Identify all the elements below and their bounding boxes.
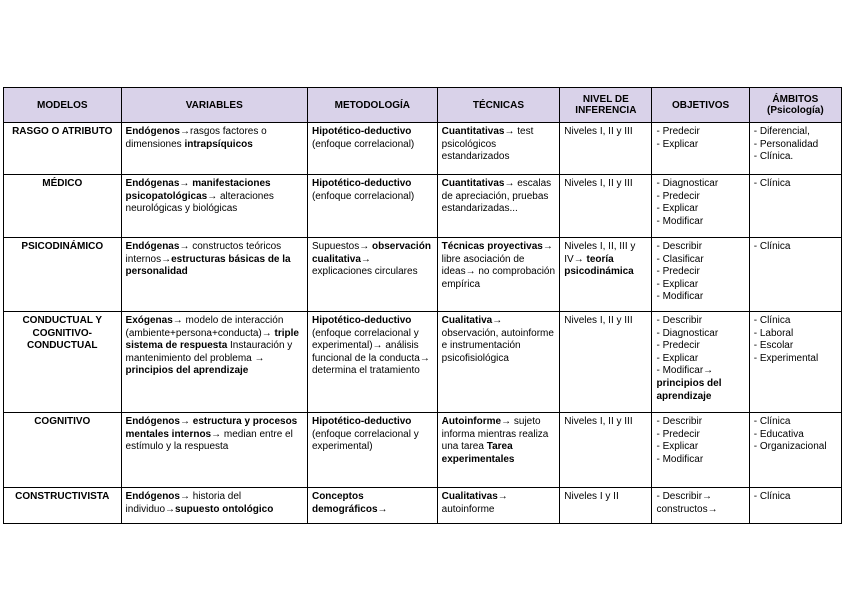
ambitos-cell-item: - Educativa: [753, 428, 804, 440]
model-name: RASGO O ATRIBUTO: [4, 123, 122, 175]
tecnicas-cell-text: → autoinforme: [441, 491, 508, 515]
header-metodologia: METODOLOGÍA: [307, 88, 437, 123]
metodologia-cell-text: Supuestos→: [311, 241, 373, 252]
objetivos-cell-item: - Predecir: [656, 266, 700, 278]
objetivos-cell: [652, 175, 749, 238]
header-ambitos: ÁMBITOS (Psicología): [749, 88, 841, 123]
variables-cell-text: → modelo de interacción (ambiente+persona+conducta)→: [125, 315, 284, 339]
ambitos-cell: [749, 488, 841, 524]
metodologia-cell: [307, 413, 437, 488]
objetivos-cell-item: - Modificar: [656, 215, 704, 227]
objetivos-cell-item: - Predecir: [656, 126, 700, 137]
tecnicas-cell-text: Cuantitativas: [441, 178, 505, 189]
ambitos-cell-item: - Organizacional: [753, 441, 827, 453]
model-name: CONDUCTUAL Y COGNITIVO-CONDUCTUAL: [4, 312, 122, 413]
ambitos-cell-item: - Personalidad: [753, 138, 819, 150]
variables-cell-text: Instauración y mantenimiento del problema →: [125, 340, 293, 364]
objetivos-cell-item: - Diagnosticar: [656, 178, 719, 189]
ambitos-cell-item: - Clínica.: [753, 151, 794, 163]
nivel-cell: [560, 175, 652, 238]
nivel-cell-text: Niveles I, II y III: [564, 126, 633, 137]
objetivos-cell-item: - Modificar: [656, 291, 704, 303]
tecnicas-cell: [437, 312, 560, 413]
tecnicas-cell-text: Técnicas proyectivas: [441, 241, 543, 252]
table-row: [4, 123, 842, 175]
variables-cell-text: →rasgos factores o dimensiones: [125, 126, 267, 150]
objetivos-cell-item: - Describir: [656, 315, 703, 326]
objetivos-cell-item: - Describir→ constructos→: [656, 491, 718, 515]
variables-cell-text: Endógenas: [125, 241, 180, 252]
objetivos-cell: [652, 123, 749, 175]
tecnicas-cell-text: Autoinforme: [441, 416, 502, 427]
tecnicas-cell-text: → escalas de apreciación, pruebas estandarizadas...: [441, 178, 552, 215]
variables-cell: [121, 238, 307, 312]
objetivos-cell: [652, 238, 749, 312]
nivel-cell-text: Niveles I, II y III: [564, 416, 633, 427]
variables-cell-text: → constructos teóricos internos→: [125, 241, 282, 265]
objetivos-cell: [652, 488, 749, 524]
objetivos-cell-item: - Explicar: [656, 352, 699, 364]
model-name: COGNITIVO: [4, 413, 122, 488]
variables-cell: [121, 175, 307, 238]
objetivos-cell-item: - Explicar: [656, 203, 699, 215]
variables-cell-text: triple sistema de respuesta: [125, 327, 299, 352]
model-name: MÉDICO: [4, 175, 122, 238]
variables-cell: [121, 312, 307, 413]
table-row: [4, 312, 842, 413]
ambitos-cell-item: - Clínica: [753, 416, 791, 427]
metodologia-cell-text: → explicaciones circulares: [311, 253, 418, 278]
nivel-cell-text: Niveles I, II y III: [564, 315, 633, 326]
metodologia-cell-text: (enfoque correlacional y experimental): [311, 428, 419, 453]
nivel-cell-text: Niveles I, II, III y IV→: [564, 241, 636, 265]
model-name: PSICODINÁMICO: [4, 238, 122, 312]
tecnicas-cell: [437, 175, 560, 238]
nivel-cell-text: Niveles I y II: [564, 491, 619, 502]
tecnicas-cell-text: Cualitativas: [441, 491, 498, 502]
metodologia-cell: [307, 238, 437, 312]
tecnicas-cell: [437, 488, 560, 524]
variables-cell-text: → historia del individuo→: [125, 491, 242, 515]
variables-cell-text: principios del aprendizaje: [125, 365, 249, 377]
metodologia-cell-text: (enfoque correlacional): [311, 138, 415, 150]
variables-cell-text: Endógenos→ estructura y procesos mentales internos: [125, 416, 298, 440]
metodologia-cell: [307, 312, 437, 413]
ambitos-cell-item: - Laboral: [753, 327, 794, 339]
objetivos-cell-item: - Modificar: [656, 453, 704, 465]
table-row: [4, 488, 842, 524]
variables-cell-text: Endógenos: [125, 126, 180, 137]
nivel-cell-text: Niveles I, II y III: [564, 178, 633, 189]
metodologia-cell: [307, 488, 437, 524]
metodologia-cell-text: Hipotético-deductivo: [311, 126, 412, 137]
ambitos-cell: [749, 175, 841, 238]
nivel-cell: [560, 238, 652, 312]
ambitos-cell: [749, 413, 841, 488]
tecnicas-cell-text: Cuantitativas: [441, 126, 505, 137]
tecnicas-cell-text: Cualitativa: [441, 315, 493, 326]
tecnicas-cell-text: → observación, autoinforme e instrumentación psicofisiológica: [441, 315, 554, 364]
metodologia-cell: [307, 175, 437, 238]
nivel-cell: [560, 413, 652, 488]
objetivos-cell: [652, 413, 749, 488]
objetivos-cell-item: - Describir: [656, 416, 703, 427]
metodologia-cell-text: Hipotético-deductivo: [311, 416, 412, 427]
header-modelos: MODELOS: [4, 88, 122, 123]
objetivos-cell-item: - Clasificar: [656, 253, 704, 265]
ambitos-cell-item: - Escolar: [753, 340, 794, 352]
ambitos-cell: [749, 238, 841, 312]
objetivos-cell-item: - Explicar: [656, 138, 699, 150]
table-body: [4, 123, 842, 524]
nivel-cell-text: teoría psicodinámica: [564, 253, 634, 278]
ambitos-cell: [749, 123, 841, 175]
objetivos-cell: [652, 312, 749, 413]
metodologia-cell-text: Hipotético-deductivo: [311, 178, 412, 189]
objetivos-cell-item: - Describir: [656, 241, 703, 252]
model-name: CONSTRUCTIVISTA: [4, 488, 122, 524]
nivel-cell: [560, 312, 652, 413]
ambitos-cell-item: - Clínica: [753, 315, 791, 326]
objetivos-cell-item: - Predecir: [656, 340, 700, 352]
objetivos-cell-item: - Diagnosticar: [656, 327, 719, 339]
nivel-cell: [560, 488, 652, 524]
header-row: [4, 88, 842, 123]
ambitos-cell-item: - Diferencial,: [753, 126, 810, 137]
variables-cell-text: Endógenos: [125, 491, 180, 502]
variables-cell-text: intrapsíquicos: [184, 138, 253, 150]
ambitos-cell: [749, 312, 841, 413]
tecnicas-cell-text: Tarea experimentales: [441, 441, 515, 465]
ambitos-cell-item: - Clínica: [753, 241, 791, 252]
objetivos-cell-item: - Explicar: [656, 278, 699, 290]
tecnicas-cell-text: → libre asociación de ideas→ no comprobación empírica: [441, 241, 556, 290]
variables-cell-text: estructuras básicas de la personalidad: [125, 253, 291, 278]
metodologia-cell-text: (enfoque correlacional y experimental)→ análisis funcional de la conducta→ determina el tratamiento: [311, 327, 430, 377]
tecnicas-cell: [437, 413, 560, 488]
metodologia-cell-text: Conceptos demográficos→: [311, 491, 388, 515]
objetivos-cell-item: - Explicar: [656, 441, 699, 453]
table-row: [4, 175, 842, 238]
metodologia-cell-text: (enfoque correlacional): [311, 190, 415, 202]
metodologia-cell-text: Hipotético-deductivo: [311, 315, 412, 326]
header-variables: VARIABLES: [121, 88, 307, 123]
variables-cell: [121, 488, 307, 524]
tecnicas-cell: [437, 238, 560, 312]
ambitos-cell-item: - Clínica: [753, 491, 791, 502]
objetivos-cell-item: - Modificar→: [656, 365, 714, 377]
variables-cell: [121, 413, 307, 488]
variables-cell-text: Endógenas→ manifestaciones psicopatológicas: [125, 178, 271, 202]
tecnicas-cell-text: → sujeto informa mientras realiza una tarea: [441, 416, 549, 453]
table-row: [4, 238, 842, 312]
header-tecnicas: TÉCNICAS: [437, 88, 560, 123]
metodologia-cell: [307, 123, 437, 175]
tecnicas-cell-text: → test psicológicos estandarizados: [441, 126, 534, 163]
variables-cell-text: Exógenas: [125, 315, 173, 326]
variables-cell-text: supuesto ontológico: [175, 503, 274, 515]
variables-cell: [121, 123, 307, 175]
nivel-cell: [560, 123, 652, 175]
table-row: [4, 413, 842, 488]
tecnicas-cell: [437, 123, 560, 175]
models-table: [3, 87, 842, 524]
variables-cell-text: → median entre el estímulo y la respuesta: [125, 428, 293, 453]
metodologia-cell-text: observación cualitativa: [311, 241, 431, 265]
variables-cell-text: → alteraciones neurológicas y biológicas: [125, 190, 274, 215]
objetivos-cell-bold-item: principios del aprendizaje: [656, 377, 722, 402]
ambitos-cell-item: - Clínica: [753, 178, 791, 189]
objetivos-cell-item: - Predecir: [656, 428, 700, 440]
header-nivel-inferencia: NIVEL DE INFERENCIA: [560, 88, 652, 123]
header-objetivos: OBJETIVOS: [652, 88, 749, 123]
ambitos-cell-item: - Experimental: [753, 352, 819, 364]
objetivos-cell-item: - Predecir: [656, 190, 700, 202]
